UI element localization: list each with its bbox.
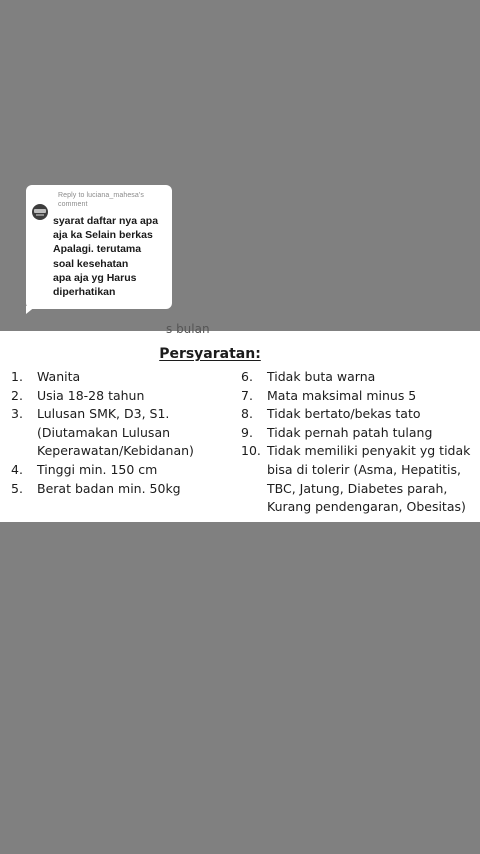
list-item (241, 387, 477, 406)
item-text: Berat badan min. 50kg (37, 480, 181, 496)
reply-header (58, 192, 166, 209)
reply-label: Reply to luciana_mahesa's comment (58, 192, 144, 208)
bubble-tail (26, 306, 36, 314)
item-number: 8. (241, 406, 253, 422)
item-text: Usia 18-28 tahun (37, 387, 145, 403)
list-item (241, 424, 477, 443)
document-title: Persyaratan: (159, 346, 261, 362)
item-number: 10. (241, 443, 261, 459)
item-text: Mata maksimal minus 5 (267, 387, 417, 403)
list-item (241, 442, 477, 516)
item-number: 4. (11, 461, 23, 477)
comment-text: syarat daftar nya apa aja ka Selain berkas Apalagi. terutama soal kesehatan apa aja yg Harus diperhatikan (53, 215, 159, 299)
item-text: Wanita (37, 369, 81, 384)
requirements-document (0, 322, 480, 522)
item-text: Lulusan SMK, D3, S1. (Diutamakan Lulusan Keperawatan/Kebidanan) (37, 406, 194, 459)
requirements-list-left (11, 368, 231, 498)
item-number: 7. (241, 387, 253, 403)
list-item (11, 405, 231, 461)
list-item (241, 405, 477, 424)
list-item (11, 368, 231, 387)
list-item (11, 480, 231, 499)
item-text: Tidak memiliki penyakit yg tidak bisa di tolerir (Asma, Hepatitis, TBC, Jatung, Diabetes parah, Kurang pendengaran, Obesitas) (267, 443, 471, 515)
item-number: 5. (11, 480, 23, 496)
item-text: Tinggi min. 150 cm (37, 461, 158, 477)
item-text: Tidak pernah patah tulang (267, 424, 433, 440)
list-item (241, 368, 477, 387)
cropped-text: s bulan (166, 322, 210, 336)
item-text: Tidak buta warna (267, 369, 376, 384)
list-item (11, 387, 231, 406)
item-number: 1. (11, 369, 23, 384)
requirements-list-right (241, 368, 477, 517)
item-text: Tidak bertato/bekas tato (267, 406, 421, 422)
item-number: 6. (241, 369, 253, 384)
item-number: 2. (11, 387, 23, 403)
item-number: 9. (241, 424, 253, 440)
item-number: 3. (11, 406, 23, 422)
list-item (11, 461, 231, 480)
commenter-avatar (32, 204, 48, 220)
reply-comment-bubble[interactable] (26, 185, 172, 309)
